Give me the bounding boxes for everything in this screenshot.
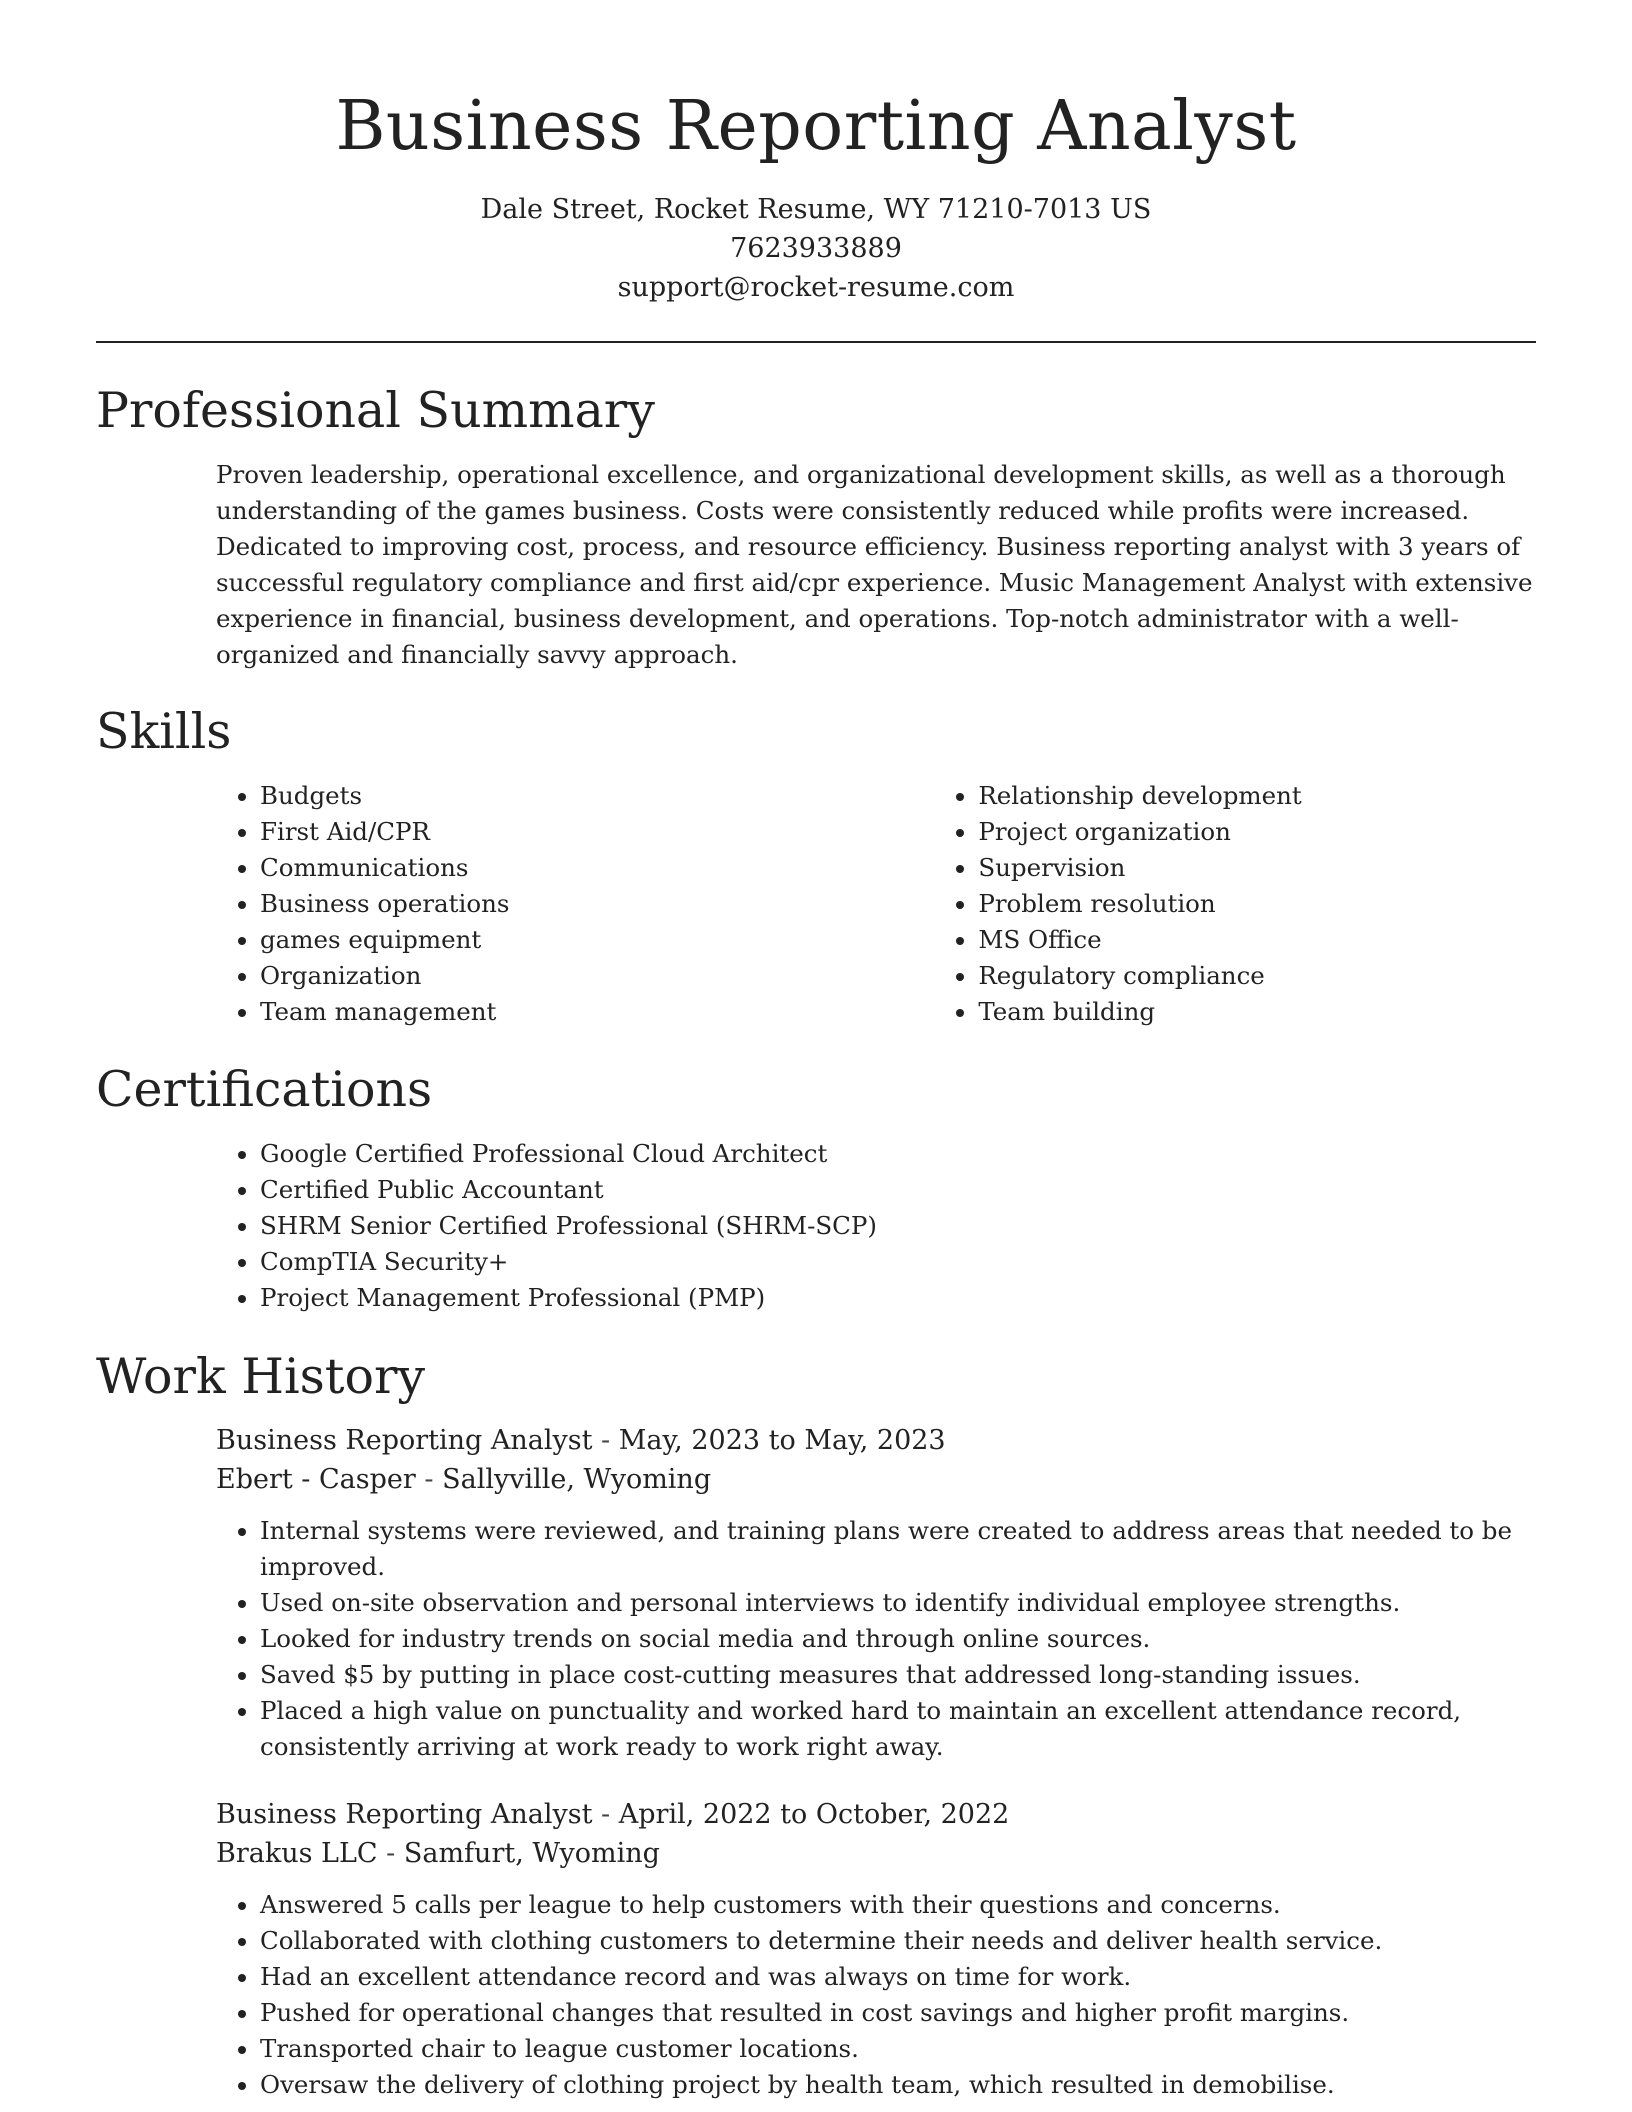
skill-item: • Team management [260,994,826,1030]
skills-grid [96,778,1536,1030]
certification-item: • Certified Public Accountant [260,1172,1536,1208]
job-bullet: • Used on-site observation and personal interviews to identify individual employee strengths. [260,1585,1536,1621]
job-company-line [216,1460,1536,1499]
skill-item: • Problem resolution [978,886,1536,922]
skills-column-1 [96,778,826,1030]
skill-item: • First Aid/CPR [260,814,826,850]
certification-item: • Google Certified Professional Cloud Architect [260,1136,1536,1172]
certifications-list [96,1136,1536,1316]
skill-item: • Business operations [260,886,826,922]
job-company-line [216,1834,1536,1873]
certifications-section [96,1060,1536,1316]
job-role: Business Reporting Analyst [216,1799,593,1830]
summary-section [96,381,1536,673]
certifications-title: Certifications [96,1061,433,1118]
certification-item: • CompTIA Security+ [260,1244,1536,1280]
job-bullet: • Collaborated with clothing customers to determine their needs and deliver health service. [260,1923,1536,1959]
certification-item: • Project Management Professional (PMP) [260,1280,1536,1316]
certification-item: • SHRM Senior Certified Professional (SHRM-SCP) [260,1208,1536,1244]
skills-column-2 [826,778,1536,1030]
header-divider [96,341,1536,343]
work-history-section [96,1347,1536,2103]
job-dates: April, 2022 to October, 2022 [618,1799,1010,1830]
separator: - [415,1464,443,1495]
job-bullets [216,1513,1536,1765]
work-history-title: Work History [96,1348,426,1405]
job-entry [216,1795,1536,2103]
job-bullet: • Internal systems were reviewed, and training plans were created to address areas that needed to be improved. [260,1513,1536,1585]
job-bullet: • Answered 5 calls per league to help customers with their questions and concerns. [260,1887,1536,1923]
job-bullet: • Had an excellent attendance record and was always on time for work. [260,1959,1536,1995]
resume-header [0,0,1632,307]
phone: 7623933889 [730,233,902,264]
skill-item: • games equipment [260,922,826,958]
skill-item: • MS Office [978,922,1536,958]
job-location: Sallyville, Wyoming [442,1464,712,1495]
candidate-name: Business Reporting Analyst [335,87,1297,166]
job-bullets [216,1887,1536,2103]
skill-item: • Organization [260,958,826,994]
separator: - [377,1838,404,1869]
job-dates: May, 2023 to May, 2023 [618,1425,946,1456]
summary-title: Professional Summary [96,382,655,439]
job-bullet: • Saved $5 by putting in place cost-cutting measures that addressed long-standing issues. [260,1657,1536,1693]
email: support@rocket-resume.com [617,272,1015,303]
skill-item: • Communications [260,850,826,886]
job-entry [216,1421,1536,1765]
separator: - [592,1425,619,1456]
skills-title: Skills [96,703,232,760]
skill-item: • Supervision [978,850,1536,886]
job-bullet: • Transported chair to league customer locations. [260,2031,1536,2067]
job-title-line [216,1795,1536,1834]
job-company: Brakus LLC [216,1838,378,1869]
skill-item: • Relationship development [978,778,1536,814]
job-bullet: • Looked for industry trends on social media and through online sources. [260,1621,1536,1657]
job-bullet: • Placed a high value on punctuality and worked hard to maintain an excellent attendance record, consistently arriving at work ready to work right away. [260,1693,1536,1765]
job-company: Ebert - Casper [216,1464,416,1495]
job-role: Business Reporting Analyst [216,1425,593,1456]
skill-item: • Budgets [260,778,826,814]
job-bullet: • Pushed for operational changes that resulted in cost savings and higher profit margins. [260,1995,1536,2031]
skills-section [96,702,1536,1030]
separator: - [592,1799,619,1830]
skill-item: • Regulatory compliance [978,958,1536,994]
summary-text: Proven leadership, operational excellence, and organizational development skills, as well as a thorough understanding of the games business. Costs were consistently reduced while profits were increased. Dedicated to improving cost, process, and resource efficiency. Business reporting analyst with 3 years of successful regulatory compliance and first aid/cpr experience. Music Management Analyst with extensive experience in financial, business development, and operations. Top-notch administrator with a well-organized and financially savvy approach. [216,460,1533,669]
contact-info [0,190,1632,307]
skill-item: • Team building [978,994,1536,1030]
job-title-line [216,1421,1536,1460]
job-bullet: • Oversaw the delivery of clothing project by health team, which resulted in demobilise. [260,2067,1536,2103]
address: Dale Street, Rocket Resume, WY 71210-7013 US [480,194,1152,225]
skill-item: • Project organization [978,814,1536,850]
job-location: Samfurt, Wyoming [403,1838,660,1869]
